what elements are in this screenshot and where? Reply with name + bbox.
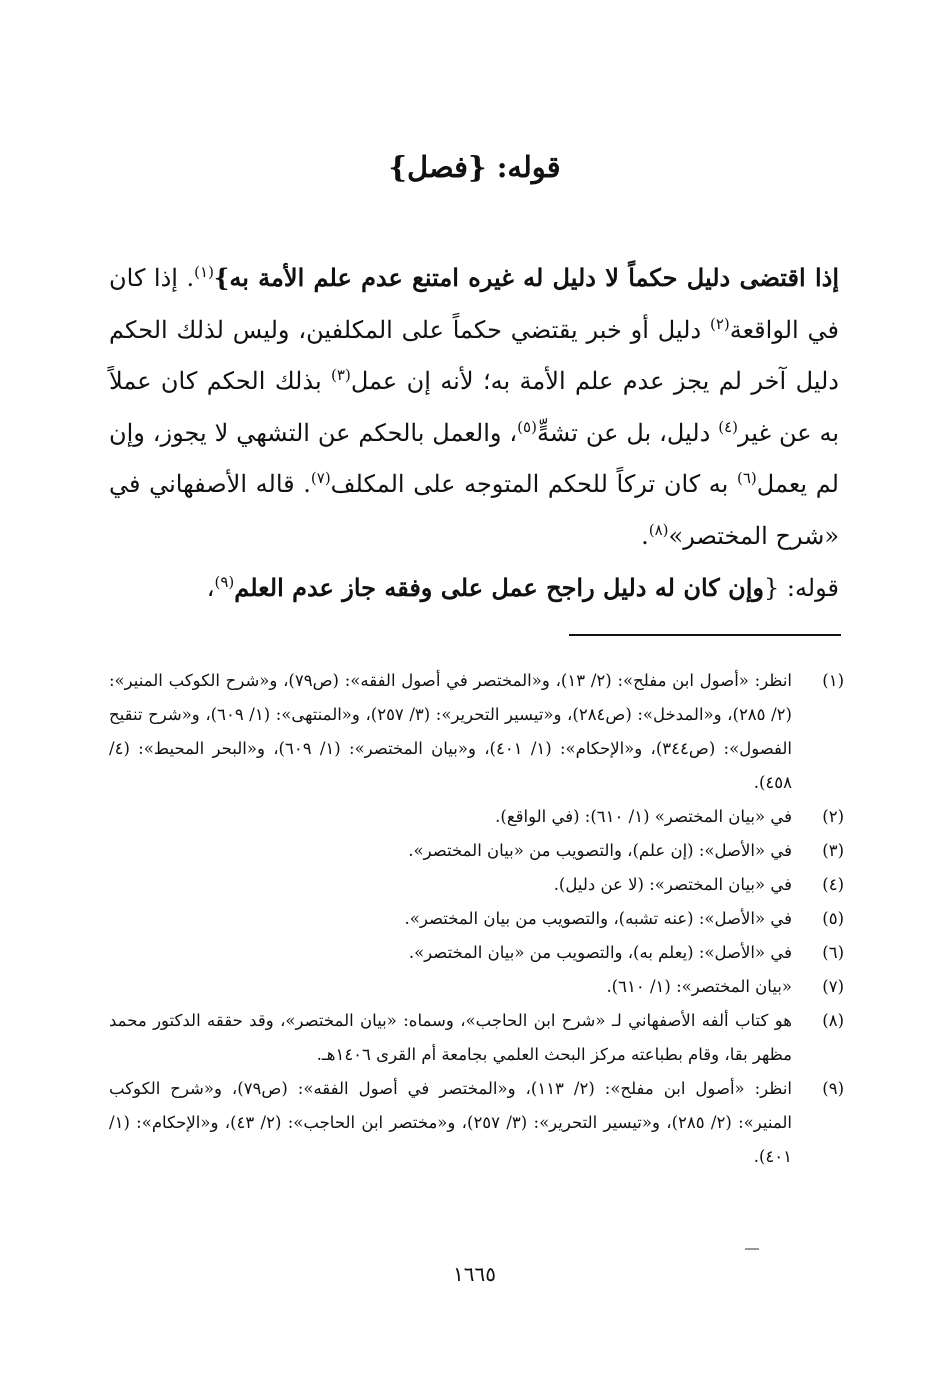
footnote-number: (٥) [822,909,844,928]
footnote-item [109,970,844,1004]
footnote-text: «بيان المختصر»: (١/ ٦١٠). [606,977,792,996]
footnote-item [109,1004,844,1072]
footnote-item [109,834,844,868]
footnote-text: في «بيان المختصر» (١/ ٦١٠): (في الواقع). [495,807,792,826]
footnote-text: في «الأصل»: (عنه تشبه)، والتصويب من بيان المختصر». [404,909,792,928]
footnote-ref-9[interactable]: (٩) [214,573,235,591]
footnote-ref-4[interactable]: (٤) [718,417,738,436]
footnote-number: (١) [822,671,844,690]
paragraph-text: بذلك الحكم كان عملاً به عن غير [109,367,839,447]
footnote-item [109,664,844,800]
section-heading: قوله: {فصل} [388,150,561,184]
scan-speck [745,1248,759,1250]
footnote-number: (٦) [822,943,844,962]
footnote-number: (٢) [822,807,844,826]
footnote-ref-5[interactable]: (٥) [517,417,537,436]
footnote-ref-6[interactable]: (٦) [736,469,757,487]
paragraph-text: ، [206,574,215,602]
footnote-number: (٩) [822,1079,844,1098]
footnotes [109,664,844,1174]
footnote-ref-2[interactable]: (٢) [709,314,730,333]
paragraph-2 [109,562,839,615]
page-number: ١٦٦٥ [453,1262,496,1286]
footnote-number: (٣) [822,841,844,860]
paragraph-text: . إذا كان في الواقعة [109,264,839,344]
footnote-item [109,936,844,970]
footnote-text: في «بيان المختصر»: (لا عن دليل). [553,875,792,894]
footnote-ref-3[interactable]: (٣) [331,366,351,384]
paragraph-text: ، والعمل بالحكم عن التشهي لا يجوز، وإن لم يعمل [109,418,839,498]
paragraph-text: . [641,521,649,550]
footnote-ref-8[interactable]: (٨) [648,520,669,539]
footnote-text: في «الأصل»: (إن علم)، والتصويب من «بيان المختصر». [408,841,792,860]
footnote-text: في «الأصل»: (يعلم به)، والتصويب من «بيان المختصر». [408,943,792,962]
footnote-number: (٧) [822,977,844,996]
footnote-number: (٨) [822,1011,844,1030]
quoted-text-bold: إذا اقتضى دليل حكماً لا دليل له غيره امتنع عدم علم الأمة به} [213,263,839,292]
footnote-ref-7[interactable]: (٧) [310,469,331,487]
paragraph-text: به كان تركاً للحكم المتوجه على المكلف [330,470,737,498]
paragraph-text: دليل، بل عن تشهٍّ [536,418,719,447]
paragraph-1 [109,252,839,562]
footnote-item [109,800,844,834]
footnote-text: انظر: «أصول ابن مفلح»: (٢/ ١١٣)، و«المختصر في أصول الفقه»: (ص٧٩)، و«شرح الكوكب المنير»: (٢/ ٢٨٥)، و«تيسير التحرير»: (٣/ ٢٥٧)، و«مختصر ابن الحاجب»: (٢/ ٤٣)، و«الإحكام»: (١/ ٤٠١). [109,1079,792,1166]
main-text [109,252,839,615]
footnote-item [109,902,844,936]
footnote-item [109,868,844,902]
footnote-text: انظر: «أصول ابن مفلح»: (٢/ ١٣)، و«المختصر في أصول الفقه»: (ص٧٩)، و«شرح الكوكب المنير»: (٢/ ٢٨٥)، و«المدخل»: (ص٢٨٤)، و«تيسير التحرير»: (٣/ ٢٥٧)، و«المنتهى»: (١/ ٦٠٩)، و«شرح تنقيح الفصول»: (ص٣٤٤)، و«الإحكام»: (١/ ٤٠١)، و«بيان المختصر»: (١/ ٦٠٩)، و«البحر المحيط»: (٤/ ٤٥٨). [109,671,793,792]
footnote-text: هو كتاب ألفه الأصفهاني لـ «شرح ابن الحاجب»، وسماه: «بيان المختصر»، وقد حققه الدكتور محمد مظهر بقا، وقام بطباعته مركز البحث العلمي بجامعة أم القرى ١٤٠٦هـ. [109,1011,792,1064]
footnote-separator [569,634,841,636]
paragraph-text: دليل أو خبر يقتضي حكماً على المكلفين، وليس لذلك الحكم دليل آخر لم يجز عدم علم الأمة به؛ لأنه إن عمل [109,315,839,395]
footnote-number: (٤) [822,875,844,894]
footnote-ref-1[interactable]: (١) [194,263,214,281]
quoted-text-bold: وإن كان له دليل راجح عمل على وفقه جاز عدم العلم [234,573,764,602]
paragraph-text: . قاله الأصفهاني في «شرح المختصر» [109,470,839,550]
paragraph-text: قوله: { [763,574,839,602]
footnote-item [109,1072,844,1174]
